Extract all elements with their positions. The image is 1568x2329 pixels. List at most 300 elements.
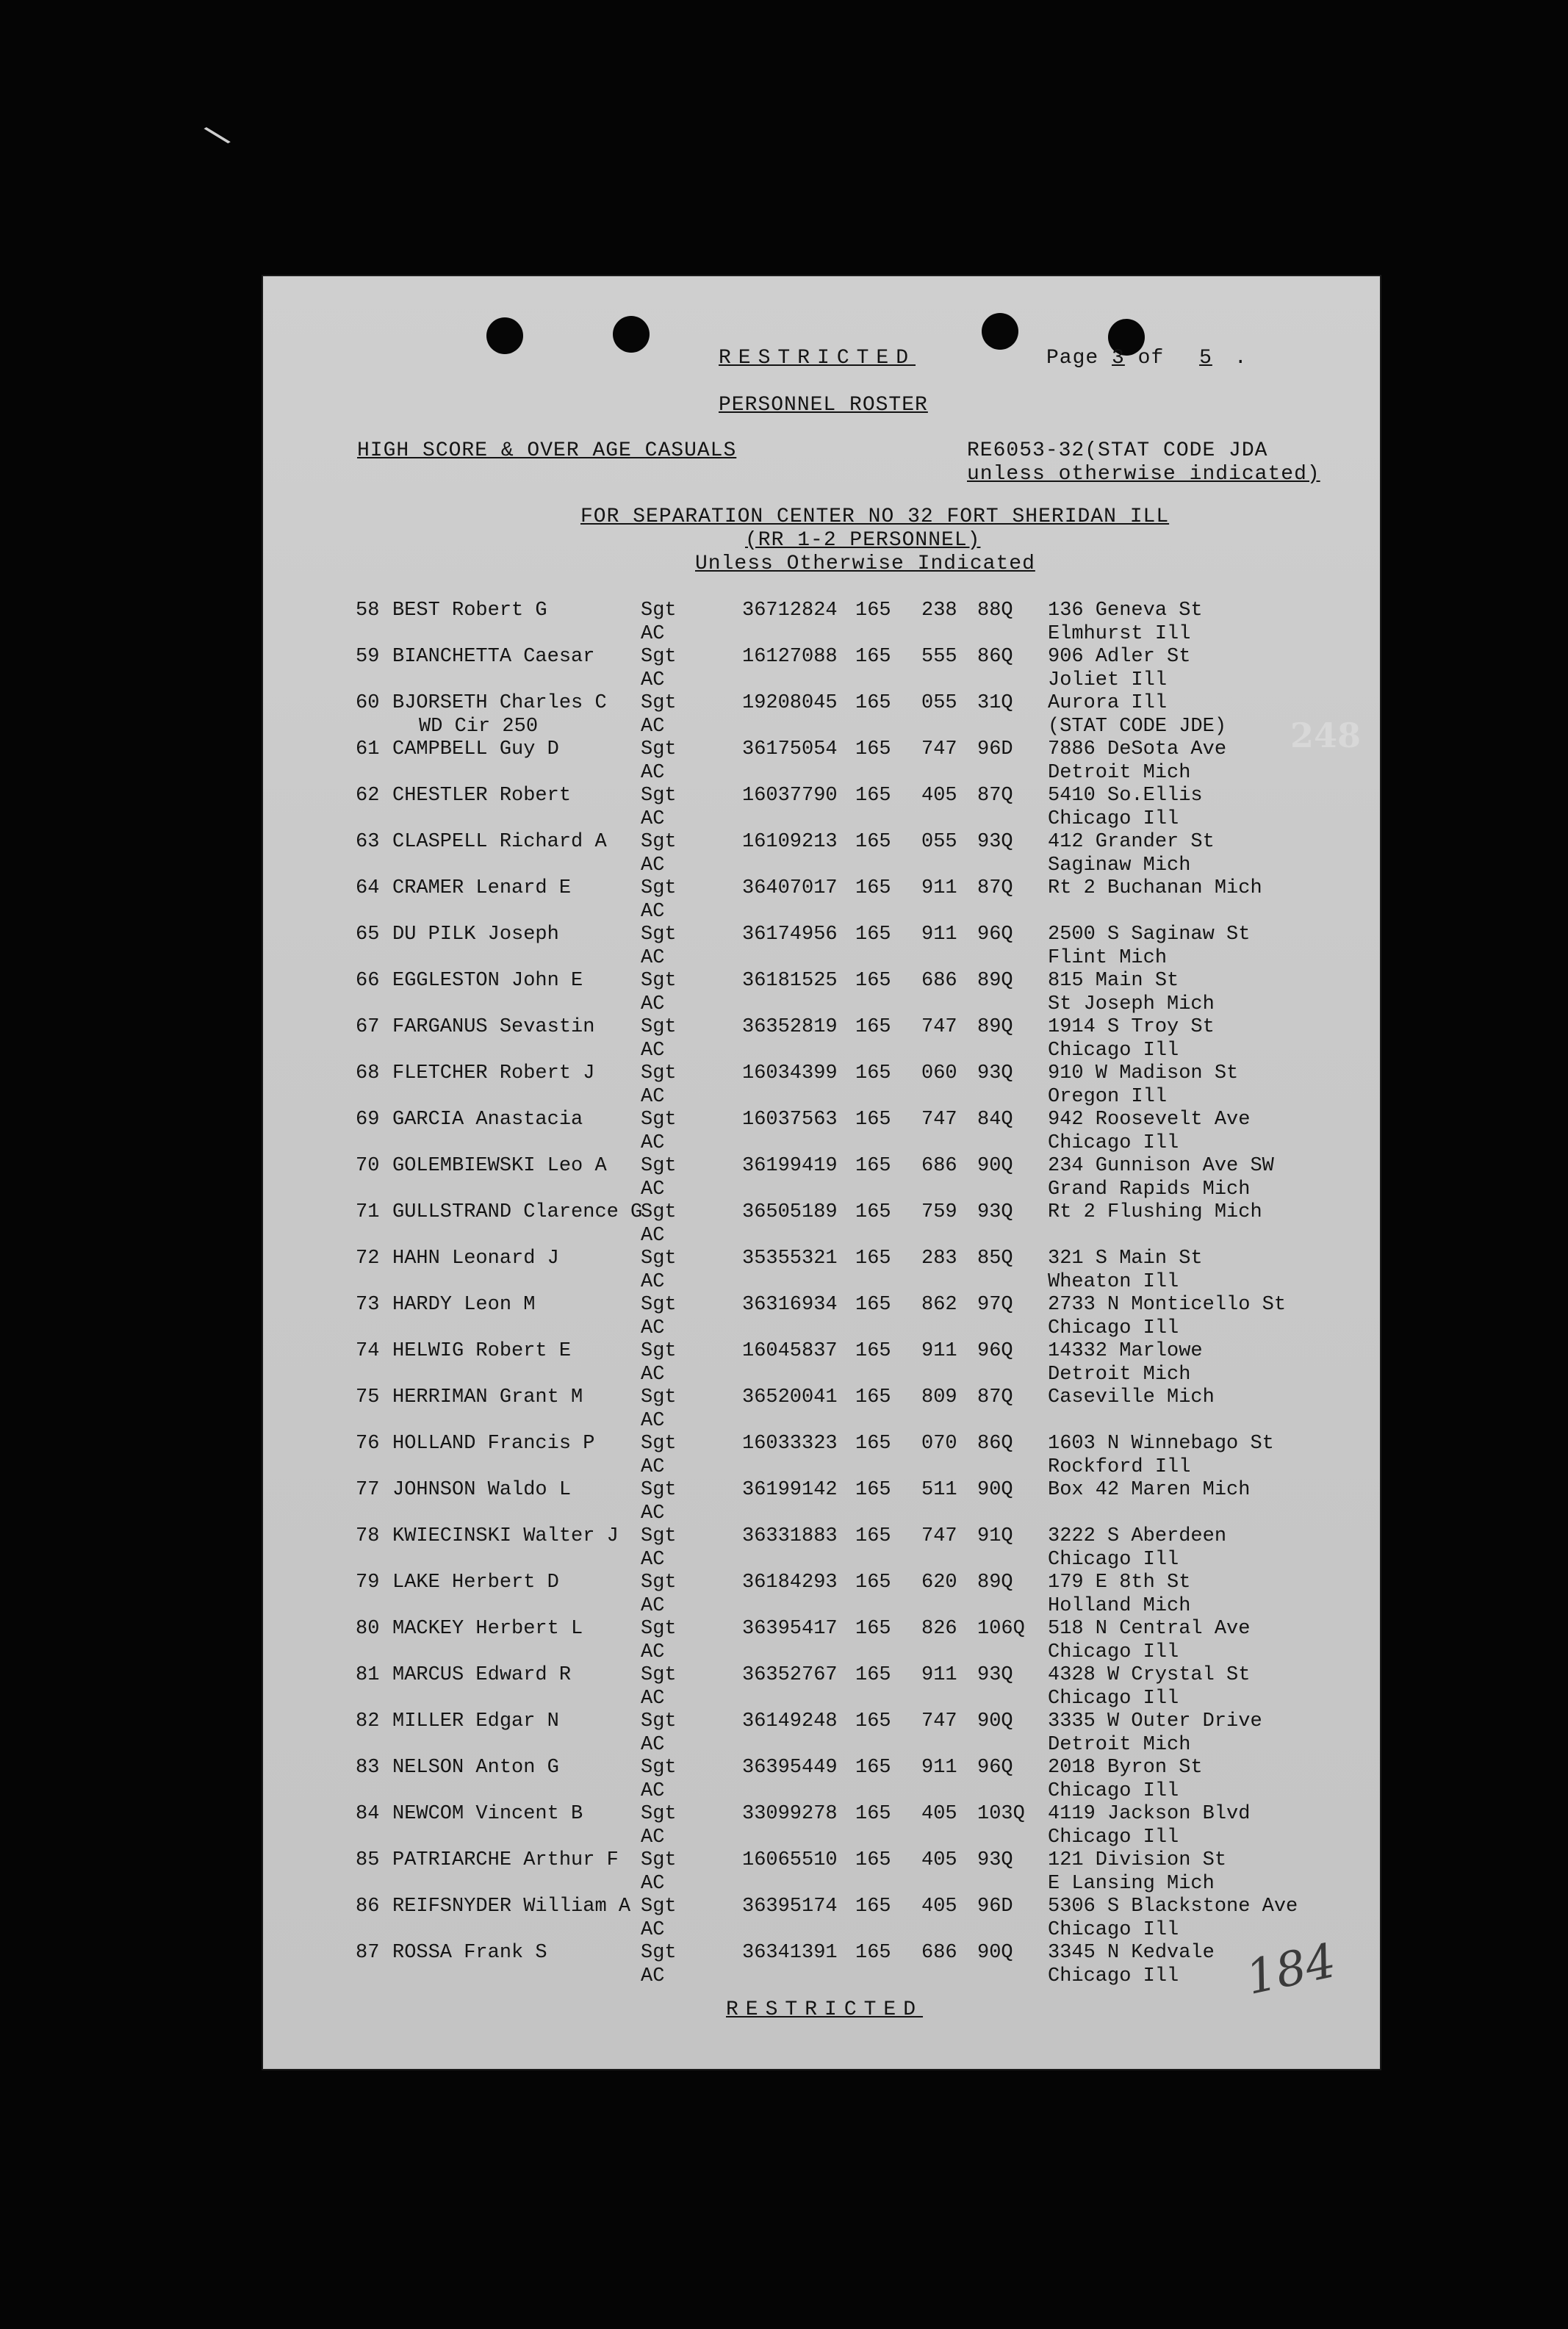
code-b: 060	[921, 1062, 957, 1084]
code-b: 686	[921, 1942, 957, 1964]
serial-number: 36331883	[742, 1525, 838, 1547]
branch: AC	[641, 1132, 665, 1154]
serial-number: 36149248	[742, 1710, 838, 1732]
person-name: CLASPELL Richard A	[392, 831, 607, 853]
code-b: 747	[921, 1525, 957, 1547]
row-number: 82	[356, 1710, 380, 1732]
person-name: EGGLESTON John E	[392, 970, 583, 992]
branch: AC	[641, 1456, 665, 1478]
roster-row	[263, 1109, 1380, 1155]
branch: AC	[641, 1040, 665, 1062]
address-line-1: 518 N Central Ave	[1048, 1618, 1251, 1640]
code-b: 405	[921, 1849, 957, 1871]
address-line-2: Chicago Ill	[1048, 1549, 1179, 1571]
row-number: 77	[356, 1479, 380, 1501]
code-b: 911	[921, 924, 957, 946]
serial-number: 16033323	[742, 1433, 838, 1455]
row-number: 70	[356, 1155, 380, 1177]
row-number: 84	[356, 1803, 380, 1825]
rank: Sgt	[641, 1109, 677, 1131]
rank: Sgt	[641, 1664, 677, 1686]
address-line-2: Detroit Mich	[1048, 762, 1191, 784]
page-label: Page	[1046, 347, 1099, 370]
roster-row	[263, 877, 1380, 924]
row-number: 86	[356, 1896, 380, 1918]
row-number: 71	[356, 1201, 380, 1223]
code-a: 165	[855, 1479, 891, 1501]
address-line-1: 7886 DeSota Ave	[1048, 738, 1227, 760]
address-line-2: Detroit Mich	[1048, 1364, 1191, 1386]
score: 87Q	[977, 877, 1013, 899]
pen-mark: \	[200, 116, 237, 160]
branch: AC	[641, 1826, 665, 1849]
row-number: 72	[356, 1248, 380, 1270]
rank: Sgt	[641, 1896, 677, 1918]
code-b: 747	[921, 1710, 957, 1732]
serial-number: 36199419	[742, 1155, 838, 1177]
code-b: 238	[921, 600, 957, 622]
rank: Sgt	[641, 877, 677, 899]
score: 93Q	[977, 1062, 1013, 1084]
rank: Sgt	[641, 1710, 677, 1732]
code-a: 165	[855, 1294, 891, 1316]
person-name: HAHN Leonard J	[392, 1248, 559, 1270]
person-name: CRAMER Lenard E	[392, 877, 572, 899]
branch: AC	[641, 1595, 665, 1617]
address-line-1: 2733 N Monticello St	[1048, 1294, 1287, 1316]
rank: Sgt	[641, 1201, 677, 1223]
code-b: 686	[921, 1155, 957, 1177]
address-line-2: Elmhurst Ill	[1048, 623, 1191, 645]
roster-row	[263, 646, 1380, 692]
serial-number: 36395417	[742, 1618, 838, 1640]
branch: AC	[641, 1225, 665, 1247]
code-a: 165	[855, 831, 891, 853]
row-number: 69	[356, 1109, 380, 1131]
serial-number: 36184293	[742, 1572, 838, 1594]
score: 90Q	[977, 1155, 1013, 1177]
branch: AC	[641, 1549, 665, 1571]
serial-number: 16034399	[742, 1062, 838, 1084]
punch-hole	[613, 316, 650, 353]
punch-hole	[982, 313, 1018, 350]
person-name: FLETCHER Robert J	[392, 1062, 595, 1084]
code-a: 165	[855, 1849, 891, 1871]
address-line-2: Oregon Ill	[1048, 1086, 1168, 1108]
score: 87Q	[977, 785, 1013, 807]
rank: Sgt	[641, 1016, 677, 1038]
rank: Sgt	[641, 1618, 677, 1640]
person-name: GULLSTRAND Clarence G	[392, 1201, 643, 1223]
person-name: FARGANUS Sevastin	[392, 1016, 595, 1038]
row-note: WD Cir 250	[419, 716, 539, 738]
branch: AC	[641, 1271, 665, 1293]
roster-row	[263, 1710, 1380, 1757]
row-number: 61	[356, 738, 380, 760]
code-a: 165	[855, 1248, 891, 1270]
code-a: 165	[855, 877, 891, 899]
address-line-1: 136 Geneva St	[1048, 600, 1203, 622]
address-line-2: Chicago Ill	[1048, 808, 1179, 830]
rank: Sgt	[641, 785, 677, 807]
address-line-1: 3222 S Aberdeen	[1048, 1525, 1227, 1547]
address-line-2: Flint Mich	[1048, 947, 1168, 969]
serial-number: 36181525	[742, 970, 838, 992]
address-line-1: 906 Adler St	[1048, 646, 1191, 668]
code-a: 165	[855, 1896, 891, 1918]
person-name: DU PILK Joseph	[392, 924, 559, 946]
code-a: 165	[855, 1201, 891, 1223]
roster-row	[263, 1618, 1380, 1664]
roster-row	[263, 1664, 1380, 1710]
branch: AC	[641, 1688, 665, 1710]
address-line-1: 121 Division St	[1048, 1849, 1227, 1871]
serial-number: 36407017	[742, 877, 838, 899]
branch: AC	[641, 1502, 665, 1525]
roster-row	[263, 1386, 1380, 1433]
person-name: BEST Robert G	[392, 600, 547, 622]
serial-number: 16109213	[742, 831, 838, 853]
document-page	[200, 116, 1380, 2069]
unless-indicated-line: Unless Otherwise Indicated	[695, 552, 1035, 575]
code-b: 055	[921, 692, 957, 714]
address-line-1: Box 42 Maren Mich	[1048, 1479, 1251, 1501]
code-b: 747	[921, 738, 957, 760]
address-line-1: 3335 W Outer Drive	[1048, 1710, 1262, 1732]
row-number: 63	[356, 831, 380, 853]
address-line-2: Joliet Ill	[1048, 669, 1168, 691]
score: 93Q	[977, 1201, 1013, 1223]
address-line-1: 1603 N Winnebago St	[1048, 1433, 1274, 1455]
punch-hole	[486, 317, 523, 354]
serial-number: 33099278	[742, 1803, 838, 1825]
roster-row	[263, 1525, 1380, 1572]
serial-number: 19208045	[742, 692, 838, 714]
code-a: 165	[855, 1710, 891, 1732]
code-b: 911	[921, 1340, 957, 1362]
rank: Sgt	[641, 924, 677, 946]
score: 103Q	[977, 1803, 1025, 1825]
row-number: 59	[356, 646, 380, 668]
address-line-2: E Lansing Mich	[1048, 1873, 1215, 1895]
code-a: 165	[855, 1618, 891, 1640]
score: 90Q	[977, 1942, 1013, 1964]
code-b: 759	[921, 1201, 957, 1223]
code-a: 165	[855, 1572, 891, 1594]
score: 96Q	[977, 924, 1013, 946]
roster-row	[263, 600, 1380, 646]
address-line-1: 179 E 8th St	[1048, 1572, 1191, 1594]
person-name: KWIECINSKI Walter J	[392, 1525, 619, 1547]
code-b: 555	[921, 646, 957, 668]
address-line-1: 1914 S Troy St	[1048, 1016, 1215, 1038]
score: 93Q	[977, 1849, 1013, 1871]
serial-number: 36199142	[742, 1479, 838, 1501]
branch: AC	[641, 1086, 665, 1108]
roster-row	[263, 1340, 1380, 1386]
address-line-1: 2018 Byron St	[1048, 1757, 1203, 1779]
address-line-2: Chicago Ill	[1048, 1688, 1179, 1710]
address-line-1: 4119 Jackson Blvd	[1048, 1803, 1251, 1825]
rank: Sgt	[641, 1757, 677, 1779]
pencil-annotation: 184	[1241, 1934, 1341, 2006]
serial-number: 16065510	[742, 1849, 838, 1871]
score: 86Q	[977, 1433, 1013, 1455]
score: 91Q	[977, 1525, 1013, 1547]
restricted-footer: RESTRICTED	[726, 1998, 924, 2021]
person-name: CAMPBELL Guy D	[392, 738, 559, 760]
rank: Sgt	[641, 1248, 677, 1270]
address-line-1: 3345 N Kedvale	[1048, 1942, 1215, 1964]
serial-number: 36712824	[742, 600, 838, 622]
code-b: 070	[921, 1433, 957, 1455]
branch: AC	[641, 1919, 665, 1941]
roster-row	[263, 1294, 1380, 1340]
score: 93Q	[977, 1664, 1013, 1686]
person-name: NEWCOM Vincent B	[392, 1803, 583, 1825]
branch: AC	[641, 716, 665, 738]
address-line-1: Rt 2 Flushing Mich	[1048, 1201, 1262, 1223]
score: 84Q	[977, 1109, 1013, 1131]
score: 97Q	[977, 1294, 1013, 1316]
restricted-header: RESTRICTED	[719, 347, 916, 370]
row-number: 58	[356, 600, 380, 622]
roster-row	[263, 1248, 1380, 1294]
serial-number: 16045837	[742, 1340, 838, 1362]
roster-row	[263, 1942, 1380, 1988]
row-number: 66	[356, 970, 380, 992]
branch: AC	[641, 1780, 665, 1802]
branch: AC	[641, 1734, 665, 1756]
code-b: 405	[921, 1896, 957, 1918]
code-a: 165	[855, 1942, 891, 1964]
address-line-1: Rt 2 Buchanan Mich	[1048, 877, 1262, 899]
code-b: 620	[921, 1572, 957, 1594]
person-name: GOLEMBIEWSKI Leo A	[392, 1155, 607, 1177]
score: 96D	[977, 1896, 1013, 1918]
rank: Sgt	[641, 1803, 677, 1825]
person-name: MARCUS Edward R	[392, 1664, 572, 1686]
roster-row	[263, 1757, 1380, 1803]
code-b: 747	[921, 1016, 957, 1038]
roster-title: PERSONNEL ROSTER	[719, 394, 928, 417]
address-line-2: Saginaw Mich	[1048, 854, 1191, 876]
rank: Sgt	[641, 1942, 677, 1964]
person-name: MILLER Edgar N	[392, 1710, 559, 1732]
address-line-2: Detroit Mich	[1048, 1734, 1191, 1756]
code-a: 165	[855, 600, 891, 622]
rank: Sgt	[641, 1062, 677, 1084]
row-number: 83	[356, 1757, 380, 1779]
score: 90Q	[977, 1710, 1013, 1732]
code-a: 165	[855, 1803, 891, 1825]
person-name: GARCIA Anastacia	[392, 1109, 583, 1131]
rank: Sgt	[641, 1525, 677, 1547]
page-total: 5	[1199, 347, 1212, 370]
code-a: 165	[855, 692, 891, 714]
branch: AC	[641, 1410, 665, 1432]
code-b: 911	[921, 1757, 957, 1779]
roster-row	[263, 970, 1380, 1016]
page-of: of	[1137, 347, 1165, 370]
serial-number: 36175054	[742, 738, 838, 760]
code-b: 511	[921, 1479, 957, 1501]
roster-row	[263, 1849, 1380, 1896]
address-line-1: 5306 S Blackstone Ave	[1048, 1896, 1298, 1918]
branch: AC	[641, 1178, 665, 1201]
score: 96D	[977, 738, 1013, 760]
rank: Sgt	[641, 1294, 677, 1316]
serial-number: 36352767	[742, 1664, 838, 1686]
separation-center-line: FOR SEPARATION CENTER NO 32 FORT SHERIDAN ILL	[580, 505, 1170, 528]
score: 93Q	[977, 831, 1013, 853]
serial-number: 35355321	[742, 1248, 838, 1270]
rr-personnel-line: (RR 1-2 PERSONNEL)	[745, 529, 981, 552]
address-line-1: Aurora Ill	[1048, 692, 1168, 714]
code-b: 862	[921, 1294, 957, 1316]
serial-number: 36505189	[742, 1201, 838, 1223]
serial-number: 16127088	[742, 646, 838, 668]
code-a: 165	[855, 738, 891, 760]
code-a: 165	[855, 1433, 891, 1455]
row-number: 60	[356, 692, 380, 714]
address-line-2: St Joseph Mich	[1048, 993, 1215, 1015]
serial-number: 36174956	[742, 924, 838, 946]
roster-row	[263, 1201, 1380, 1248]
person-name: BIANCHETTA Caesar	[392, 646, 595, 668]
page-current: 3	[1112, 347, 1125, 370]
address-line-1: 14332 Marlowe	[1048, 1340, 1203, 1362]
branch: AC	[641, 1873, 665, 1895]
stat-code-line: RE6053-32(STAT CODE JDA	[967, 439, 1268, 462]
address-line-1: 910 W Madison St	[1048, 1062, 1239, 1084]
row-number: 67	[356, 1016, 380, 1038]
code-a: 165	[855, 1525, 891, 1547]
code-a: 165	[855, 1109, 891, 1131]
address-line-2: Rockford Ill	[1048, 1456, 1191, 1478]
person-name: PATRIARCHE Arthur F	[392, 1849, 619, 1871]
roster-row	[263, 1062, 1380, 1109]
branch: AC	[641, 808, 665, 830]
score: 96Q	[977, 1757, 1013, 1779]
roster-row	[263, 924, 1380, 970]
branch: AC	[641, 1364, 665, 1386]
person-name: MACKEY Herbert L	[392, 1618, 583, 1640]
score: 88Q	[977, 600, 1013, 622]
serial-number: 36520041	[742, 1386, 838, 1408]
row-number: 64	[356, 877, 380, 899]
score: 106Q	[977, 1618, 1025, 1640]
code-a: 165	[855, 970, 891, 992]
code-b: 911	[921, 1664, 957, 1686]
person-name: LAKE Herbert D	[392, 1572, 559, 1594]
score: 85Q	[977, 1248, 1013, 1270]
branch: AC	[641, 1317, 665, 1339]
code-b: 405	[921, 785, 957, 807]
address-line-2: Grand Rapids Mich	[1048, 1178, 1251, 1201]
code-b: 686	[921, 970, 957, 992]
roster-row	[263, 1016, 1380, 1062]
roster-row	[263, 1433, 1380, 1479]
row-number: 81	[356, 1664, 380, 1686]
code-b: 911	[921, 877, 957, 899]
rank: Sgt	[641, 970, 677, 992]
rank: Sgt	[641, 1849, 677, 1871]
branch: AC	[641, 762, 665, 784]
person-name: HELWIG Robert E	[392, 1340, 572, 1362]
address-line-2: Wheaton Ill	[1048, 1271, 1179, 1293]
address-line-1: 5410 So.Ellis	[1048, 785, 1203, 807]
rank: Sgt	[641, 1340, 677, 1362]
person-name: HARDY Leon M	[392, 1294, 536, 1316]
row-number: 73	[356, 1294, 380, 1316]
code-a: 165	[855, 1155, 891, 1177]
branch: AC	[641, 1965, 665, 1987]
serial-number: 36395449	[742, 1757, 838, 1779]
branch: AC	[641, 993, 665, 1015]
branch: AC	[641, 669, 665, 691]
code-a: 165	[855, 1386, 891, 1408]
rank: Sgt	[641, 1479, 677, 1501]
roster-row	[263, 831, 1380, 877]
code-a: 165	[855, 1062, 891, 1084]
address-line-2: Chicago Ill	[1048, 1317, 1179, 1339]
address-line-1: 2500 S Saginaw St	[1048, 924, 1251, 946]
roster-row	[263, 1896, 1380, 1942]
address-line-1: 4328 W Crystal St	[1048, 1664, 1251, 1686]
score: 89Q	[977, 970, 1013, 992]
code-b: 809	[921, 1386, 957, 1408]
person-name: REIFSNYDER William A	[392, 1896, 631, 1918]
address-line-1: 234 Gunnison Ave SW	[1048, 1155, 1274, 1177]
address-line-2: Chicago Ill	[1048, 1826, 1179, 1849]
rank: Sgt	[641, 1155, 677, 1177]
rank: Sgt	[641, 1572, 677, 1594]
score: 31Q	[977, 692, 1013, 714]
serial-number: 16037563	[742, 1109, 838, 1131]
row-number: 74	[356, 1340, 380, 1362]
serial-number: 36352819	[742, 1016, 838, 1038]
branch: AC	[641, 947, 665, 969]
branch: AC	[641, 623, 665, 645]
person-name: CHESTLER Robert	[392, 785, 572, 807]
person-name: JOHNSON Waldo L	[392, 1479, 572, 1501]
address-line-1: 321 S Main St	[1048, 1248, 1203, 1270]
address-line-2: Chicago Ill	[1048, 1132, 1179, 1154]
roster-row	[263, 1479, 1380, 1525]
person-name: HERRIMAN Grant M	[392, 1386, 583, 1408]
code-b: 405	[921, 1803, 957, 1825]
score: 87Q	[977, 1386, 1013, 1408]
rank: Sgt	[641, 600, 677, 622]
row-number: 75	[356, 1386, 380, 1408]
address-line-2: Chicago Ill	[1048, 1919, 1179, 1941]
group-title: HIGH SCORE & OVER AGE CASUALS	[357, 439, 737, 462]
address-line-2: Chicago Ill	[1048, 1641, 1179, 1663]
row-number: 80	[356, 1618, 380, 1640]
branch: AC	[641, 901, 665, 923]
code-a: 165	[855, 1664, 891, 1686]
person-name: BJORSETH Charles C	[392, 692, 607, 714]
code-b: 283	[921, 1248, 957, 1270]
rank: Sgt	[641, 1433, 677, 1455]
row-number: 65	[356, 924, 380, 946]
address-line-2: (STAT CODE JDE)	[1048, 716, 1227, 738]
code-a: 165	[855, 1757, 891, 1779]
branch: AC	[641, 854, 665, 876]
score: 86Q	[977, 646, 1013, 668]
row-number: 68	[356, 1062, 380, 1084]
